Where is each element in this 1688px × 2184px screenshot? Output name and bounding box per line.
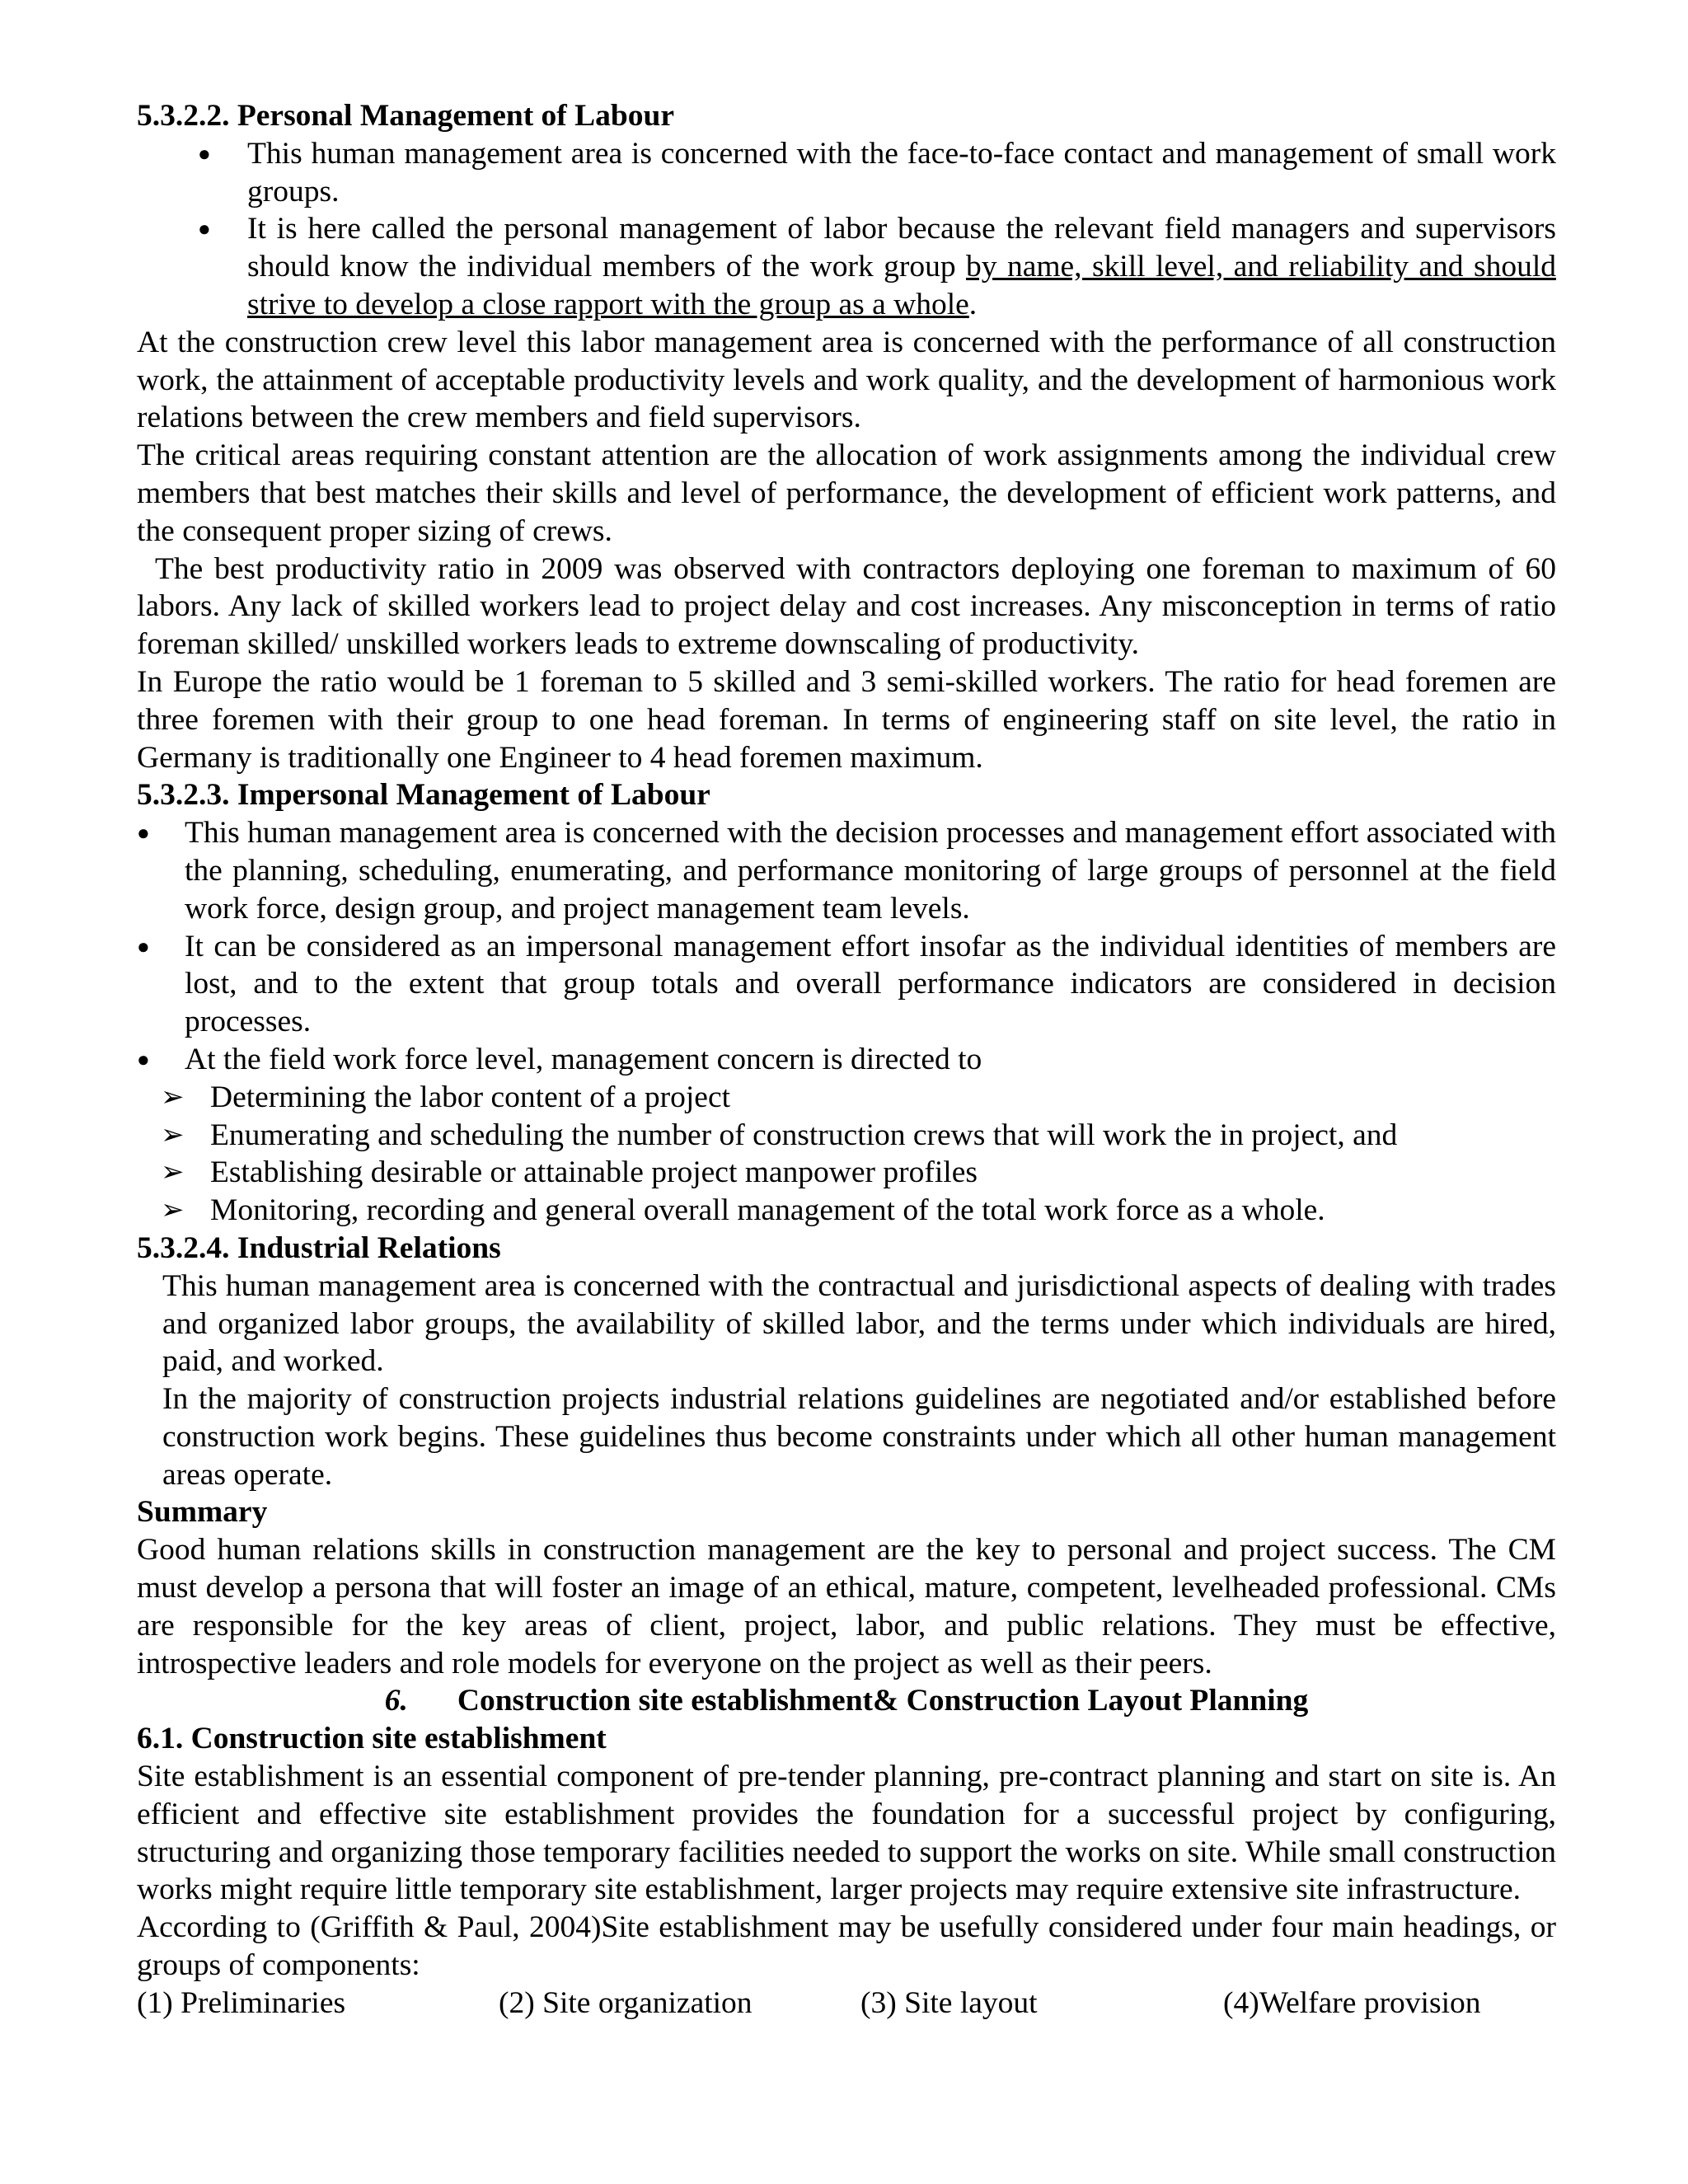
- list-item: [137, 210, 1556, 323]
- text-span: .: [968, 287, 978, 321]
- list-item: ➢ Enumerating and scheduling the number of construction crews that will work the in project, and: [137, 1117, 1556, 1155]
- paragraph: Good human relations skills in construction management are the key to personal and project success. The CM must develop a persona that will foster an image of an ethical, mature, competent, levelheaded professional. CMs are responsible for the key areas of client, project, labor, and public relations. They must be effective, introspective leaders and role models for everyone on the project as well as their peers.: [137, 1533, 1556, 1680]
- chapter-title: [137, 1682, 1556, 1720]
- paragraph: This human management area is concerned with the contractual and jurisdictional aspects of dealing with trades and organized labor groups, the availability of skilled labor, and the terms under which individuals are hired, paid, and worked.: [162, 1268, 1556, 1379]
- list-item: ● It can be considered as an impersonal management effort insofar as the individual identities of members are lost, and to the extent that group totals and overall performance indicators are considered in decision processes.: [137, 928, 1556, 1041]
- paragraph: In the majority of construction projects industrial relations guidelines are negotiated and/or established before construction work begins. These guidelines thus become constraints under which all other human management areas operate.: [162, 1382, 1556, 1492]
- section-heading-personal-management: 5.3.2.2. Personal Management of Labour: [137, 99, 675, 133]
- bullet-list-personal: [137, 135, 1556, 324]
- component-item: (2) Site organization: [499, 1985, 753, 2020]
- paragraph: The critical areas requiring constant attention are the allocation of work assignments among the individual crew members that best matches their skills and level of performance, the development of efficient work patterns, and the consequent proper sizing of crews.: [137, 438, 1556, 548]
- section-heading-impersonal-management: 5.3.2.3. Impersonal Management of Labour: [137, 778, 710, 813]
- list-item: ➢ Determining the labor content of a project: [137, 1079, 1556, 1117]
- chapter-title-text: Construction site establishment& Construction Layout Planning: [457, 1684, 1309, 1718]
- component-item: (1) Preliminaries: [137, 1985, 346, 2020]
- underlined-text: by name, skill level, and reliability and should strive to develop a close rapport with the group as a whole: [247, 250, 1556, 321]
- list-item: ● This human management area is concerned with the decision processes and management effort associated with the planning, scheduling, enumerating, and performance monitoring of large groups of personnel at the field work force, design group, and project management team levels.: [137, 814, 1556, 927]
- document-page: [137, 97, 1556, 2022]
- paragraph: According to (Griffith & Paul, 2004)Site establishment may be usefully considered under four main headings, or groups of components:: [137, 1910, 1556, 1983]
- paragraph: In Europe the ratio would be 1 foreman to 5 skilled and 3 semi-skilled workers. The ratio for head foremen are three foremen with their group to one head foreman. In terms of engineering staff on site level, the ratio in Germany is traditionally one Engineer to 4 head foremen maximum.: [137, 664, 1556, 775]
- section-heading-site-establishment: 6.1. Construction site establishment: [137, 1722, 607, 1756]
- list-item: ● At the field work force level, management concern is directed to: [137, 1041, 1556, 1079]
- paragraph: Site establishment is an essential component of pre-tender planning, pre-contract planning and start on site is. An efficient and effective site establishment provides the foundation for a successful project by configuring, structuring and organizing those temporary facilities needed to support the works on site. While small construction works might require little temporary site establishment, larger projects may require extensive site infrastructure.: [137, 1760, 1556, 1907]
- section-heading-industrial-relations: 5.3.2.4. Industrial Relations: [137, 1230, 501, 1265]
- list-item: ➢ Monitoring, recording and general overall management of the total work force as a whole.: [137, 1192, 1556, 1230]
- list-item: ● This human management area is concerned with the face-to-face contact and management of small work groups.: [137, 135, 1556, 211]
- component-item: (4)Welfare provision: [1223, 1985, 1481, 2020]
- components-row: [137, 1985, 1556, 2022]
- component-item: (3) Site layout: [860, 1985, 1038, 2020]
- chapter-number: 6.: [384, 1684, 408, 1718]
- arrow-list: [137, 1079, 1556, 1230]
- bullet-list-impersonal: [137, 814, 1556, 1079]
- list-item: ➢ Establishing desirable or attainable project manpower profiles: [137, 1154, 1556, 1192]
- paragraph: At the construction crew level this labor management area is concerned with the performance of all construction work, the attainment of acceptable productivity levels and work quality, and the development of harmonious work relations between the crew members and field supervisors.: [137, 325, 1556, 435]
- text-span: It is here called the personal management of labor because the relevant field managers and supervisors should know the individual members of the work group: [247, 212, 1556, 284]
- section-heading-summary: Summary: [137, 1495, 268, 1530]
- paragraph: The best productivity ratio in 2009 was observed with contractors deploying one foreman to maximum of 60 labors. Any lack of skilled workers lead to project delay and cost increases. Any misconception in terms of ratio foreman skilled/ unskilled workers leads to extreme downscaling of productivity.: [137, 551, 1556, 662]
